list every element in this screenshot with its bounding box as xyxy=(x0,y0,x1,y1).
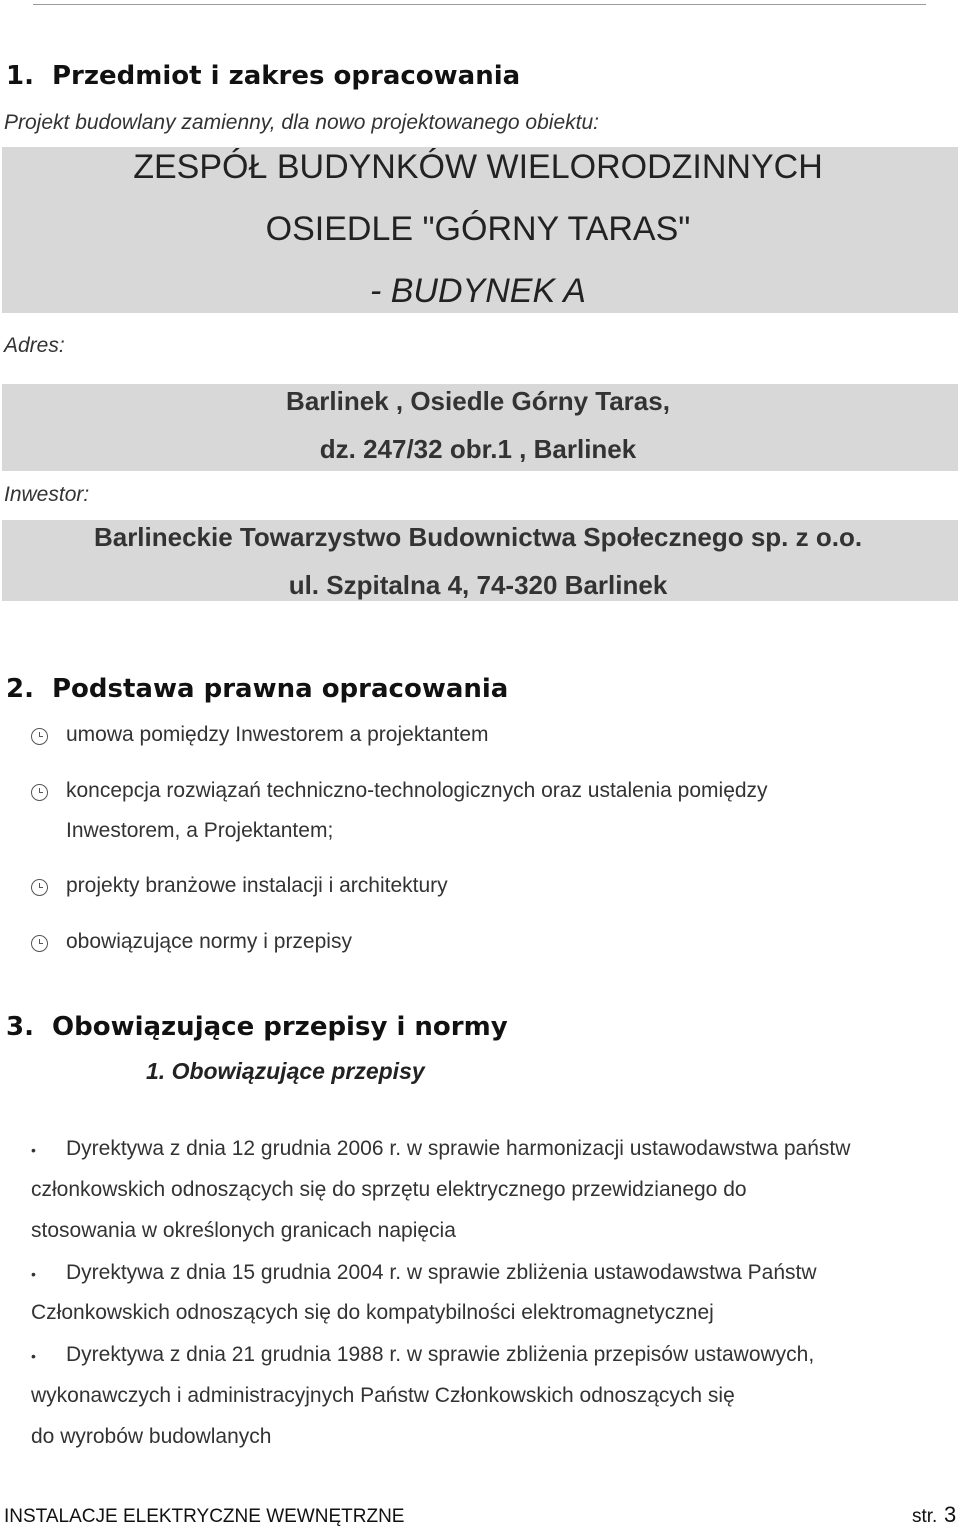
clock-icon xyxy=(31,784,48,801)
investor-label: Inwestor: xyxy=(4,483,90,506)
regulation-line: Dyrektywa z dnia 12 grudnia 2006 r. w sprawie harmonizacji ustawodawstwa państw xyxy=(66,1137,851,1160)
object-name-line: - BUDYNEK A xyxy=(369,272,586,310)
clock-icon xyxy=(31,879,48,896)
section-number: 1. xyxy=(6,61,34,91)
section-title: Przedmiot i zakres opracowania xyxy=(52,61,521,91)
address-line: Barlinek , Osiedle Górny Taras, xyxy=(286,386,670,416)
section-number: 3. xyxy=(6,1012,34,1042)
clock-icon xyxy=(31,935,48,952)
regulation-line: Dyrektywa z dnia 15 grudnia 2004 r. w sprawie zbliżenia ustawodawstwa Państw xyxy=(66,1261,817,1284)
list-item: projekty branżowe instalacji i architektury xyxy=(66,874,448,897)
object-name-line: ZESPÓŁ BUDYNKÓW WIELORODZINNYCH xyxy=(133,148,823,186)
list-item: obowiązujące normy i przepisy xyxy=(66,930,352,953)
regulation-line: wykonawczych i administracyjnych Państw Członkowskich odnoszących się xyxy=(31,1384,735,1407)
section-1-heading xyxy=(6,61,520,91)
section-2-heading xyxy=(6,674,508,704)
footer-title: INSTALACJE ELEKTRYCZNE WEWNĘTRZNE xyxy=(4,1506,405,1527)
list-item: umowa pomiędzy Inwestorem a projektantem xyxy=(66,723,489,746)
project-intro: Projekt budowlany zamienny, dla nowo projektowanego obiektu: xyxy=(4,111,599,134)
section-title: Podstawa prawna opracowania xyxy=(52,674,509,704)
regulation-line: stosowania w określonych granicach napięcia xyxy=(31,1219,456,1242)
investor-line: ul. Szpitalna 4, 74-320 Barlinek xyxy=(288,570,668,600)
regulation-line: Członkowskich odnoszących się do kompatybilności elektromagnetycznej xyxy=(31,1301,714,1324)
section-number: 2. xyxy=(6,674,34,704)
list-item-continuation: Inwestorem, a Projektantem; xyxy=(66,819,334,842)
subheading: 1. Obowiązujące przepisy xyxy=(146,1058,425,1084)
object-name-line: OSIEDLE "GÓRNY TARAS" xyxy=(265,210,691,248)
address-label: Adres: xyxy=(4,334,65,357)
section-title: Obowiązujące przepisy i normy xyxy=(52,1012,508,1042)
clock-icon xyxy=(31,728,48,745)
bullet-dot: • xyxy=(31,1266,36,1282)
bullet-dot: • xyxy=(31,1348,36,1364)
header-rule xyxy=(33,4,926,5)
regulation-line: członkowskich odnoszących się do sprzętu elektrycznego przewidzianego do xyxy=(31,1178,747,1201)
regulation-line: Dyrektywa z dnia 21 grudnia 1988 r. w sprawie zbliżenia przepisów ustawowych, xyxy=(66,1343,815,1366)
regulation-line: do wyrobów budowlanych xyxy=(31,1425,272,1448)
bullet-dot: • xyxy=(31,1142,36,1158)
investor-line: Barlineckie Towarzystwo Budownictwa Społecznego sp. z o.o. xyxy=(93,522,863,552)
section-3-heading xyxy=(6,1012,508,1042)
address-line: dz. 247/32 obr.1 , Barlinek xyxy=(319,434,637,464)
page-label: str. xyxy=(912,1506,938,1527)
list-item: koncepcja rozwiązań techniczno-technologicznych oraz ustalenia pomiędzy xyxy=(66,779,768,802)
page-number: 3 xyxy=(944,1502,957,1527)
